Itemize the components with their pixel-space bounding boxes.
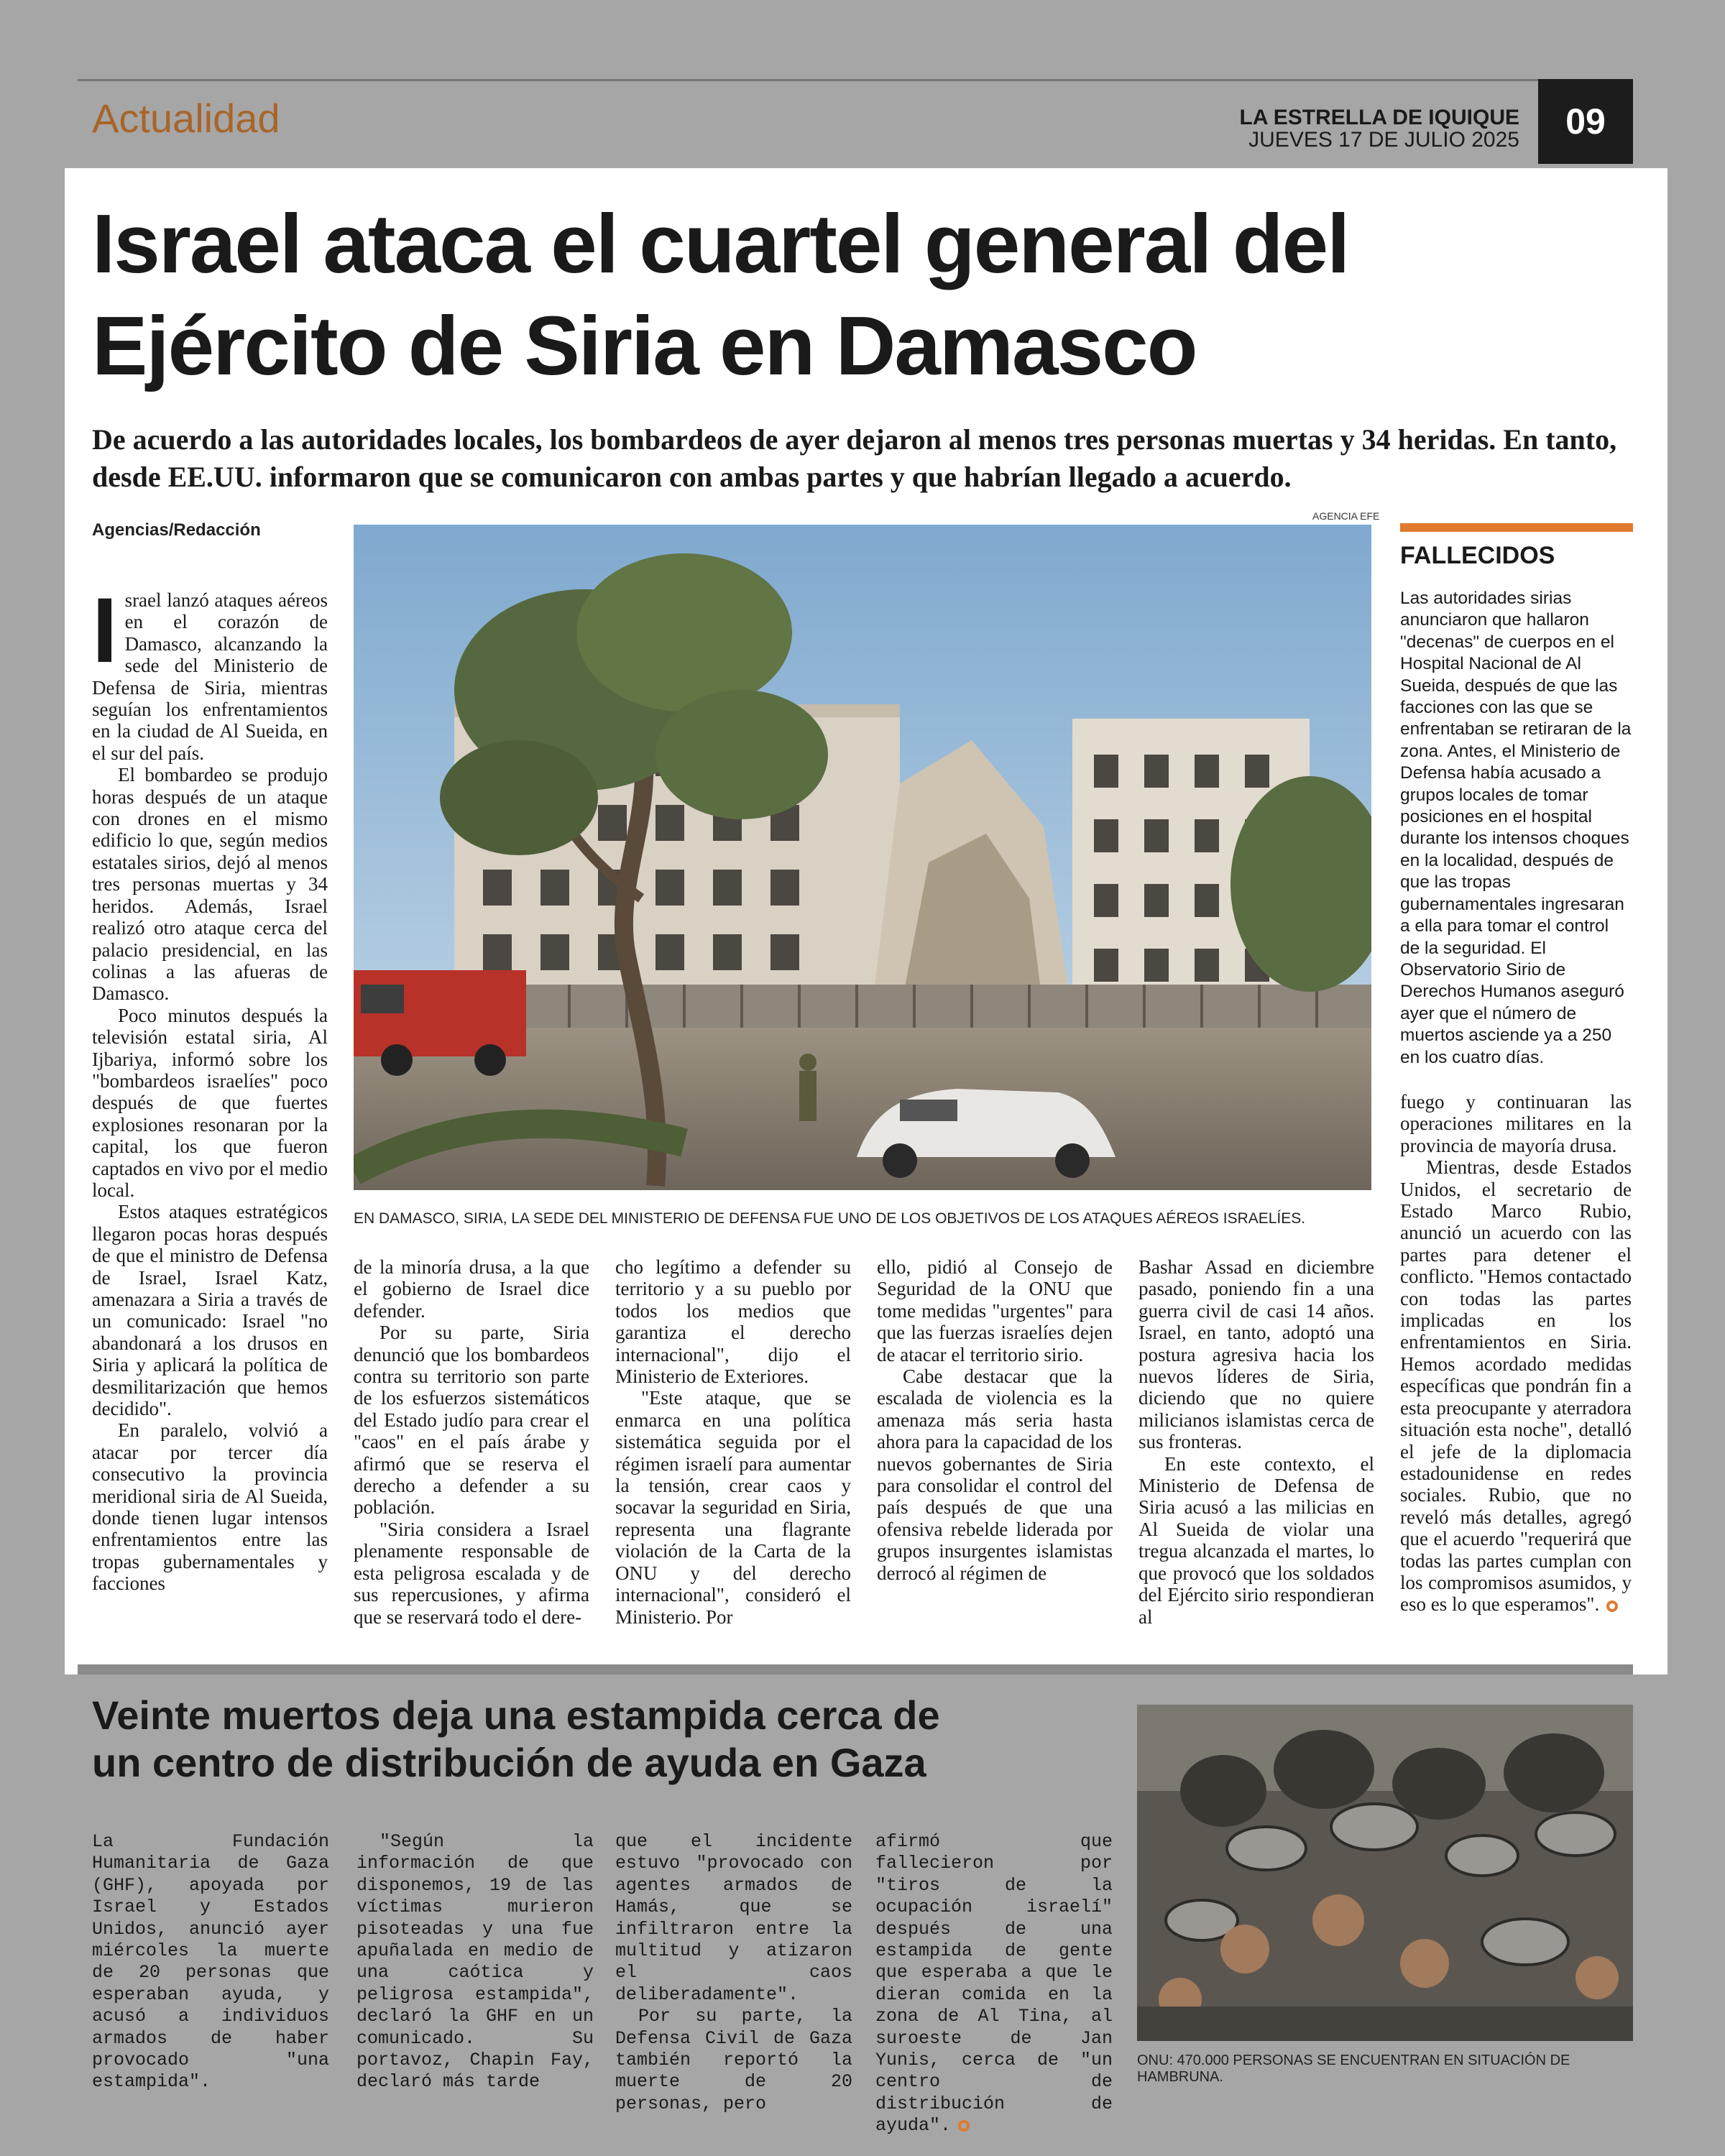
paragraph: El bombardeo se produjo horas después de un ataque con drones en el mismo edificio lo que, según medios estatales sirios, dejó al menos tres personas muertas y 34 heridos. Además, Israel realizó otro ataque cerca del palacio presidencial, en las colinas a las afueras de Damasco. [92, 764, 328, 1005]
paragraph: cho legítimo a defender su territorio y a su pueblo por todos los medios que garantiza el derecho internacional", dijo el Ministerio de Exteriores. [615, 1256, 851, 1388]
paragraph: Bashar Assad en diciembre pasado, poniendo fin a una guerra civil de casi 14 años. Israel, en tanto, adoptó una postura agresiva hacia los nuevos líderes de Siria, diciendo que no quiere milicianos islamistas cerca de sus fronteras. [1138, 1256, 1374, 1453]
paper-masthead [1240, 106, 1519, 151]
second-column-1 [92, 1831, 329, 2093]
headline-line-1: Israel ataca el cuartel general del [92, 197, 1349, 290]
paragraph: Por su parte, la Defensa Civil de Gaza también reportó la muerte de 20 personas, pero [615, 2006, 852, 2114]
paragraph: Estos ataques estratégicos llegaron pocas horas después de que el ministro de Defensa de Israel, Israel Katz, amenazara a Siria a través de un comunicado: Israel "no abandonará a los drusos en Siria y aplicará la política de desmilitarización que hemos decidido". [92, 1201, 328, 1420]
gaza-photo-caption: ONU: 470.000 PERSONAS SE ENCUENTRAN EN SITUACIÓN DE HAMBRUNA. [1137, 2053, 1570, 2085]
sidebar-text: Las autoridades sirias anunciaron que hallaron "decenas" de cuerpos en el Hospital Nacional de Al Sueida, después de que las facciones con las que se enfrentaban se retiraran de la zona. Antes, el Ministerio de Defensa había acusado a grupos locales de tomar posiciones en el hospital durante los intensos choques en la localidad, después de que las tropas gubernamentales ingresaran a ella para tomar el control de la seguridad. El Observatorio Sirio de Derechos Humanos aseguró ayer que el número de muertos asciende ya a 250 en los cuatro días. [1400, 589, 1632, 1067]
paper-name: LA ESTRELLA DE IQUIQUE [1239, 106, 1519, 129]
main-photo [354, 525, 1371, 1190]
paragraph: Por su parte, Siria denunció que los bombardeos contra su territorio son parte de los esfuerzos sistemáticos del Estado judío para crear el "caos" en el país árabe y afirmó que se reserva el derecho a defender a su población. [354, 1322, 589, 1519]
paragraph: fuego y continuaran las operaciones militares en la provincia de mayoría drusa. [1400, 1091, 1632, 1156]
paragraph: En paralelo, volvió a atacar por tercer día consecutivo la provincia meridional siria de Al Sueida, donde tienen lugar intensos enfrentamientos entre las tropas gubernamentales y facciones [92, 1419, 328, 1595]
main-headline [92, 193, 1630, 397]
paragraph: "Este ataque, que se enmarca en una política sistemática seguida por el régimen israelí para aumentar la tensión, crear caos y socavar la seguridad en Siria, representa una flagrante violación de la Carta de la ONU y del derecho internacional", consideró el Ministerio. Por [615, 1387, 851, 1628]
article-column-2 [354, 1256, 589, 1628]
paragraph: de la minoría drusa, a la que el gobierno de Israel dice defender. [354, 1256, 589, 1322]
headline-line-2: Ejército de Siria en Damasco [92, 299, 1197, 392]
paragraph: Israel lanzó ataques aéreos en el corazón de Damasco, alcanzando la sede del Ministerio de Defensa de Siria, mientras seguían los enfrentamientos en la ciudad de Al Sueida, en el sur del país. [92, 579, 328, 764]
second-headline-line-1: Veinte muertos deja una estampida cerca de [92, 1692, 940, 1738]
crowd-with-pots-photo [1137, 1705, 1633, 2041]
main-photo-caption: EN DAMASCO, SIRIA, LA SEDE DEL MINISTERIO DE DEFENSA FUE UNO DE LOS OBJETIVOS DE LOS ATAQUES AÉREOS ISRAELÍES. [354, 1210, 1306, 1227]
paragraph: "Según la información de que disponemos, 19 de las víctimas murieron pisoteadas y una fue apuñalada en medio de una caótica y peligrosa estampida", declaró la GHF en un comunicado. Su portavoz, Chapin Fay, declaró más tarde [356, 1831, 594, 2093]
paragraph: "Siria considera a Israel plenamente responsable de esta peligrosa escalada y de sus repercusiones, y afirma que se reservará todo el dere- [354, 1518, 589, 1628]
article-column-3 [615, 1256, 851, 1628]
sidebar-accent-rule [1400, 523, 1633, 532]
paragraph: Cabe destacar que la escalada de violencia es la amenaza más seria hasta ahora para la capacidad de los nuevos gobernantes de Siria para consolidar el control del país después de que una ofensiva rebelde liderada por grupos insurgentes islamistas derrocó al régimen de [877, 1365, 1113, 1584]
article-lede: De acuerdo a las autoridades locales, los bombardeos de ayer dejaron al menos tres personas muertas y 34 heridas. En tanto, desde EE.UU. informaron que se comunicaron con ambas partes y que habrían llegado a acuerdo. [92, 423, 1617, 493]
section-divider [78, 1664, 1633, 1674]
byline: Agencias/Redacción [92, 520, 261, 540]
second-column-3 [615, 1831, 852, 2115]
photo-credit: AGENCIA EFE [1312, 510, 1380, 522]
paragraph: La Fundación Humanitaria de Gaza (GHF), apoyada por Israel y Estados Unidos, anunció ayer miércoles la muerte de 20 personas que esperaban ayuda, y acusó a individuos armados de haber provocado "una estampida". [92, 1831, 329, 2093]
paragraph: que el incidente estuvo "provocado con agentes armados de Hamás, que se infiltraron entre la multitud y atizaron el caos deliberadamente". [615, 1831, 852, 2005]
gaza-photo [1137, 1705, 1633, 2041]
article-column-6 [1400, 1091, 1632, 1616]
paragraph: En este contexto, el Ministerio de Defensa de Siria acusó a las milicias en Al Sueida de violar una tregua alcanzada el martes, lo que provocó que los soldados del Ejército sirio respondieran al [1138, 1452, 1374, 1628]
paragraph: ello, pidió al Consejo de Seguridad de la ONU que tome medidas "urgentes" para que las fuerzas israelíes dejen de atacar el territorio sirio. [877, 1256, 1113, 1365]
drop-cap: I [92, 579, 118, 682]
second-headline [92, 1692, 1098, 1787]
section-title: Actualidad [92, 96, 280, 141]
top-rule [78, 79, 1633, 81]
page-number: 09 [1538, 79, 1633, 164]
article-column-4 [877, 1256, 1113, 1584]
article-column-5 [1138, 1256, 1374, 1628]
end-mark-icon [958, 2120, 970, 2132]
sidebar-title: FALLECIDOS [1400, 542, 1555, 569]
paragraph: Poco minutos después la televisión estatal siria, Al Ijbariya, informó sobre los "bombardeos israelíes" poco después de que fuertes explosiones resonaran por la capital, los que fueron captados en vivo por el medio local. [92, 1004, 328, 1201]
paper-date: JUEVES 17 DE JULIO 2025 [1248, 128, 1519, 152]
end-mark-icon [1606, 1600, 1618, 1612]
second-column-4 [875, 1831, 1113, 2137]
paragraph: Mientras, desde Estados Unidos, el secretario de Estado Marco Rubio, anunció un acuerdo con las partes para detener el conflicto. "Hemos contactado con todas las partes implicadas en los enfrentamientos en Siria. Hemos acordado medidas específicas que pondrán fin a esta preocupante y aterradora situación esta noche", detalló el jefe de la diplomacia estadounidense en redes sociales. Rubio, que no reveló más detalles, agregó que el acuerdo "requerirá que todas las partes cumplan con los compromisos asumidos, y eso es lo que esperamos". [1400, 1156, 1632, 1616]
second-column-2 [356, 1831, 594, 2093]
article-column-1 [92, 579, 328, 1595]
damaged-building-photo [354, 525, 1371, 1190]
paragraph: afirmó que fallecieron por "tiros de la ocupación israelí" después de una estampida de gente que esperaba a que le dieran comida en la zona de Al Tina, al suroeste de Jan Yunis, cerca de "un centro de distribución de ayuda". [875, 1831, 1113, 2137]
second-headline-line-2: un centro de distribución de ayuda en Gaza [92, 1740, 926, 1785]
